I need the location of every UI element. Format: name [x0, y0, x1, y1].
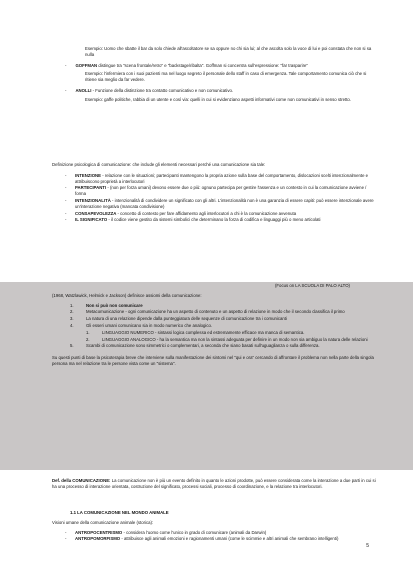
bullet-dash: - [65, 62, 67, 68]
definition-intro: Definizione psicologica di comunicazione: che include gli elementi necessari perché una comunicazione sia tale: [52, 162, 266, 167]
section-intro: Visioni umane della comunicazione animale (storica): [52, 519, 154, 525]
top-section [52, 46, 378, 106]
bullet-goffman [65, 63, 378, 69]
goffman-text: distingue tra "scena frontale/retro" e "backstage/ribalta". Goffman si concentra sull'espressione: "far trasparire" [97, 62, 308, 68]
axiom-item: 4. Gli esseri umani comunicano sia in modo numerico che analogico. [70, 322, 213, 328]
list-item: - ANTROPOCENTRISMO - considera l'uomo come l'unico in grado di comunicare (animali da Darwin) [65, 530, 378, 536]
bullet-dash: - [65, 87, 67, 93]
axiom-subitem: 1. LINGUAGGIO NUMERICO - sintassi logica complessa ed estremamente efficace ma manca di semantica. [86, 329, 305, 335]
example-text: Esempio: gaffe politiche, rabbia di un utente e così via: quelli in cui si evidenziano aspetti informativi come non comunicativi in senso stretto. [85, 96, 351, 102]
axiom-item: 3. La natura di una relazione dipende dalla punteggiatura delle sequenze di comunicazione tra i comunicanti [70, 316, 287, 322]
palo-alto-section [52, 283, 378, 370]
axioms-list [70, 303, 378, 329]
goffman-term: GOFFMAN [75, 62, 98, 68]
axiom-sublist [86, 330, 378, 343]
communication-text: La comunicazione non è più un evento definito in quanto le azioni prodotte, può essere considerata come la interazione a due parti in cui si ha una processo di interazione orientata, costruzione del significato, processi sociali, processo di coordinazione, e la relazione tra interlocutori. [52, 478, 376, 489]
definition-item: - IL SIGNIFICATO - il codice viene gestito da sistemi simbolici che determinano la forza di codifica e linguaggi più o meno articolati [65, 217, 378, 223]
definition-section [52, 162, 378, 224]
list-item: - ANTROPOMORFISMO - attribuisce agli animali emozioni e ragionamenti umani (come le scimmie e altri animali che sembrano intelligenti) [65, 536, 378, 542]
definition-item: - PARTECIPANTI - (non per forza umani) devono essere due o più: ognuno partecipa per gestire l'assenza e un contesto in cui la comunicazione avviene / forma [65, 185, 378, 197]
bullet-anolli [65, 88, 378, 94]
section-heading: 1.1 LA COMUNICAZIONE NEL MONDO ANIMALE [70, 510, 169, 515]
animal-communication-section [52, 510, 378, 543]
anolli-text: - Funzione della distinzione tra contatto comunicativo e non comunicativo. [91, 87, 234, 93]
palo-alto-intro: (1968, Watzlawick, Helmick e Jackson) definisce assiomi della comunicazione: [52, 292, 202, 298]
page-number: 5 [366, 543, 369, 549]
axiom-subitem: 2. LINGUAGGIO ANALOGICO - ha la semantica ma non la sintassi adeguata per definire in un modo non sia ambiguo la natura delle relazioni [86, 336, 368, 342]
example-text: Esempio: Uomo che sbatte il bar da solo chiede all'ascoltatore se sa oppure no chi sia lui; al che ascolta solo la voce di lui e poi constata che non si sa nulla [85, 46, 372, 57]
definition-list [65, 173, 378, 223]
example-text: Esempio: l'infermiera con i suoi pazienti ma nel luogo segreto il personale dello staff in caso di emergenza. Tale comportamento comunica ciò che si ritiene sia meglio da far vedere. [85, 71, 367, 83]
axiom-item: 5. Scambi di comunicazione sono simmetrici o complementari, a seconda che siano basati sull'uguaglianza o sulla differenza. [70, 343, 320, 349]
anolli-term: ANOLLI [75, 87, 92, 93]
axiom-item: 2. Metacomunicazione - ogni comunicazione ha un aspetto di contenuto e un aspetto di relazione in modo che il secondo classifica il primo [70, 309, 345, 315]
axioms-list-continued [70, 343, 378, 349]
definition-item: - CONSAPEVOLEZZA - concetto di contesto per fare affidamento agli interlocutori a chi è la comunicazione avvenuta [65, 211, 378, 217]
communication-definition [52, 478, 378, 493]
animal-views-list [65, 530, 378, 543]
communication-term: Def. della COMUNICAZIONE: [52, 478, 111, 483]
definition-item: - INTENZIONALITÀ - intenzionalità di condividere un significato con gli altri. L'intenzionalità non è una garanzia di essere capiti: può essere intenzionale avere un'interazione negativa (mancata condivisione) [65, 198, 378, 210]
source-note: (Focus on LA SCUOLA DI PALO ALTO) [275, 283, 350, 288]
axiom-item: 1. Non si può non comunicare [70, 302, 143, 308]
definition-item: - INTENZIONE - relazione con le situazioni; partecipanti mantengono la propria azione sulla base del comportamento, dislocazioni scelti intenzionalmente e attribuiscono proprietà a interlocutori [65, 173, 378, 185]
palo-alto-outro: Su questi punti di base la psicoterapia breve che interviene sulla manifestazione dei sintomi nel "qui e ora" cercando di affrontare il problema non nella parte della singola persona ma nel relazione tra le persone vista come un "sistema". [52, 355, 374, 366]
